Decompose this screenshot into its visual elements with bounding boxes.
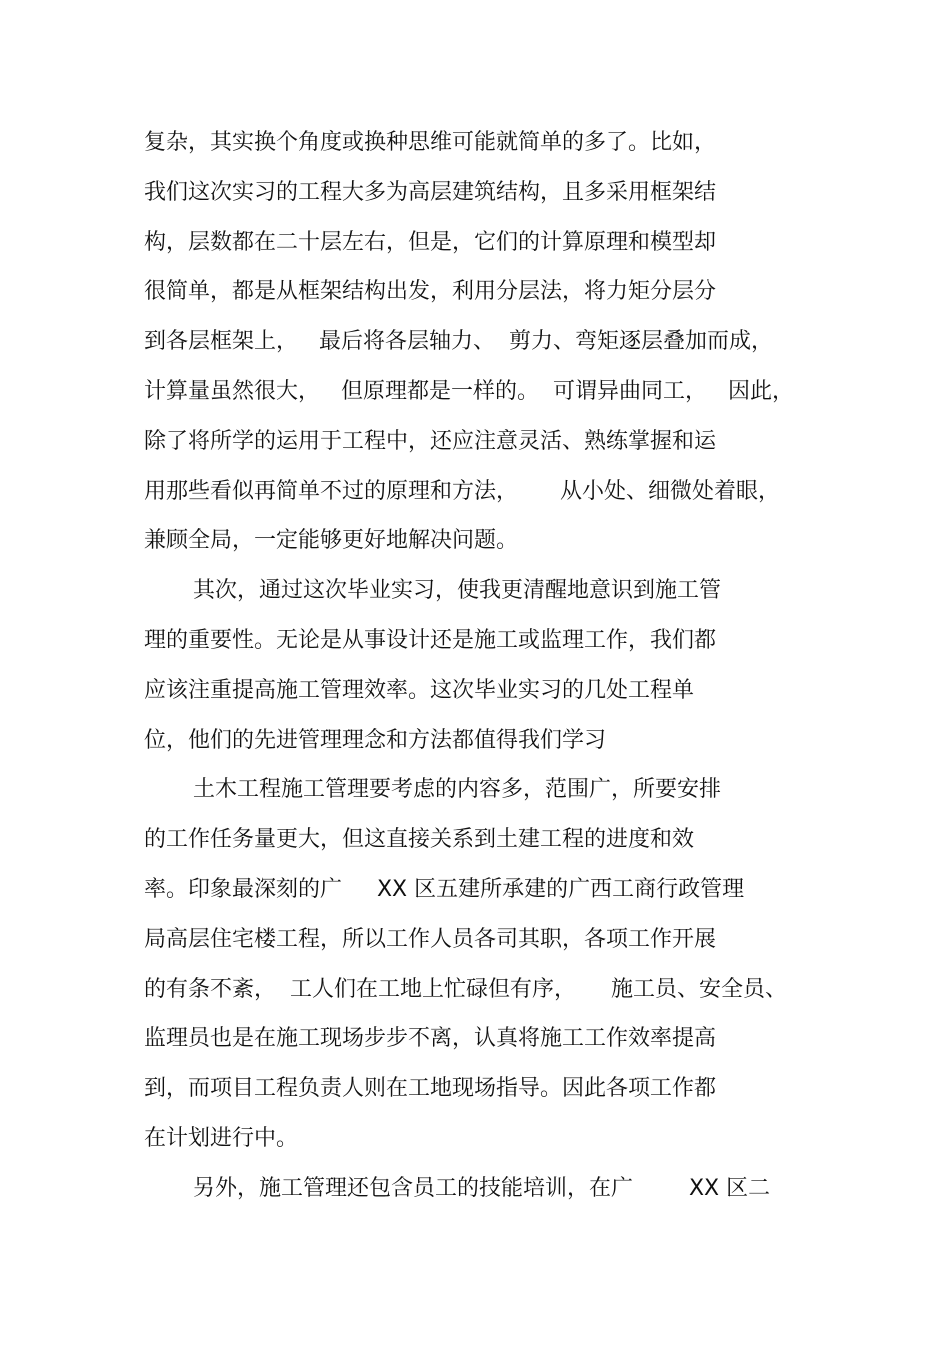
text-line-6: 计算量虽然很大， 但原理都是一样的。 可谓异曲同工， 因此， [144, 379, 794, 404]
text-line-11: 理的重要性。无论是从事设计还是施工或监理工作，我们都 [144, 628, 717, 653]
text-line-16: 率。印象最深刻的广 XX 区五建所承建的广西工商行政管理 [144, 877, 745, 902]
text-line-5: 到各层框架上， 最后将各层轴力、 剪力、弯矩逐层叠加而成， [144, 329, 773, 354]
text-line-17: 局高层住宅楼工程，所以工作人员各司其职，各项工作开展 [144, 927, 717, 952]
text-line-12: 应该注重提高施工管理效率。这次毕业实习的几处工程单 [144, 678, 695, 703]
text-line-15: 的工作任务量更大，但这直接关系到土建工程的进度和效 [144, 827, 695, 852]
text-line-7: 除了将所学的运用于工程中，还应注意灵活、熟练掌握和运 [144, 429, 717, 454]
text-line-2: 我们这次实习的工程大多为高层建筑结构，且多采用框架结 [144, 180, 717, 205]
text-line-3: 构，层数都在二十层左右，但是，它们的计算原理和模型却 [144, 230, 717, 255]
paragraph-start-line-22: 另外，施工管理还包含员工的技能培训，在广 XX 区二 [193, 1176, 771, 1201]
text-line-21: 在计划进行中。 [144, 1126, 299, 1151]
text-line-18: 的有条不紊， 工人们在工地上忙碌但有序， 施工员、安全员、 [144, 977, 787, 1002]
paragraph-start-line-10: 其次，通过这次毕业实习，使我更清醒地意识到施工管 [193, 578, 722, 603]
text-line-13: 位，他们的先进管理理念和方法都值得我们学习 [144, 728, 607, 753]
text-line-19: 监理员也是在施工现场步步不离，认真将施工工作效率提高 [144, 1026, 717, 1051]
paragraph-start-line-14: 土木工程施工管理要考虑的内容多，范围广，所要安排 [193, 777, 722, 802]
text-line-9: 兼顾全局，一定能够更好地解决问题。 [144, 528, 519, 553]
text-line-20: 到，而项目工程负责人则在工地现场指导。因此各项工作都 [144, 1076, 717, 1101]
text-line-4: 很简单，都是从框架结构出发，利用分层法，将力矩分层分 [144, 279, 717, 304]
text-line-1: 复杂，其实换个角度或换种思维可能就简单的多了。比如， [144, 130, 717, 155]
text-line-8: 用那些看似再简单不过的原理和方法， 从小处、细微处着眼， [144, 479, 780, 504]
